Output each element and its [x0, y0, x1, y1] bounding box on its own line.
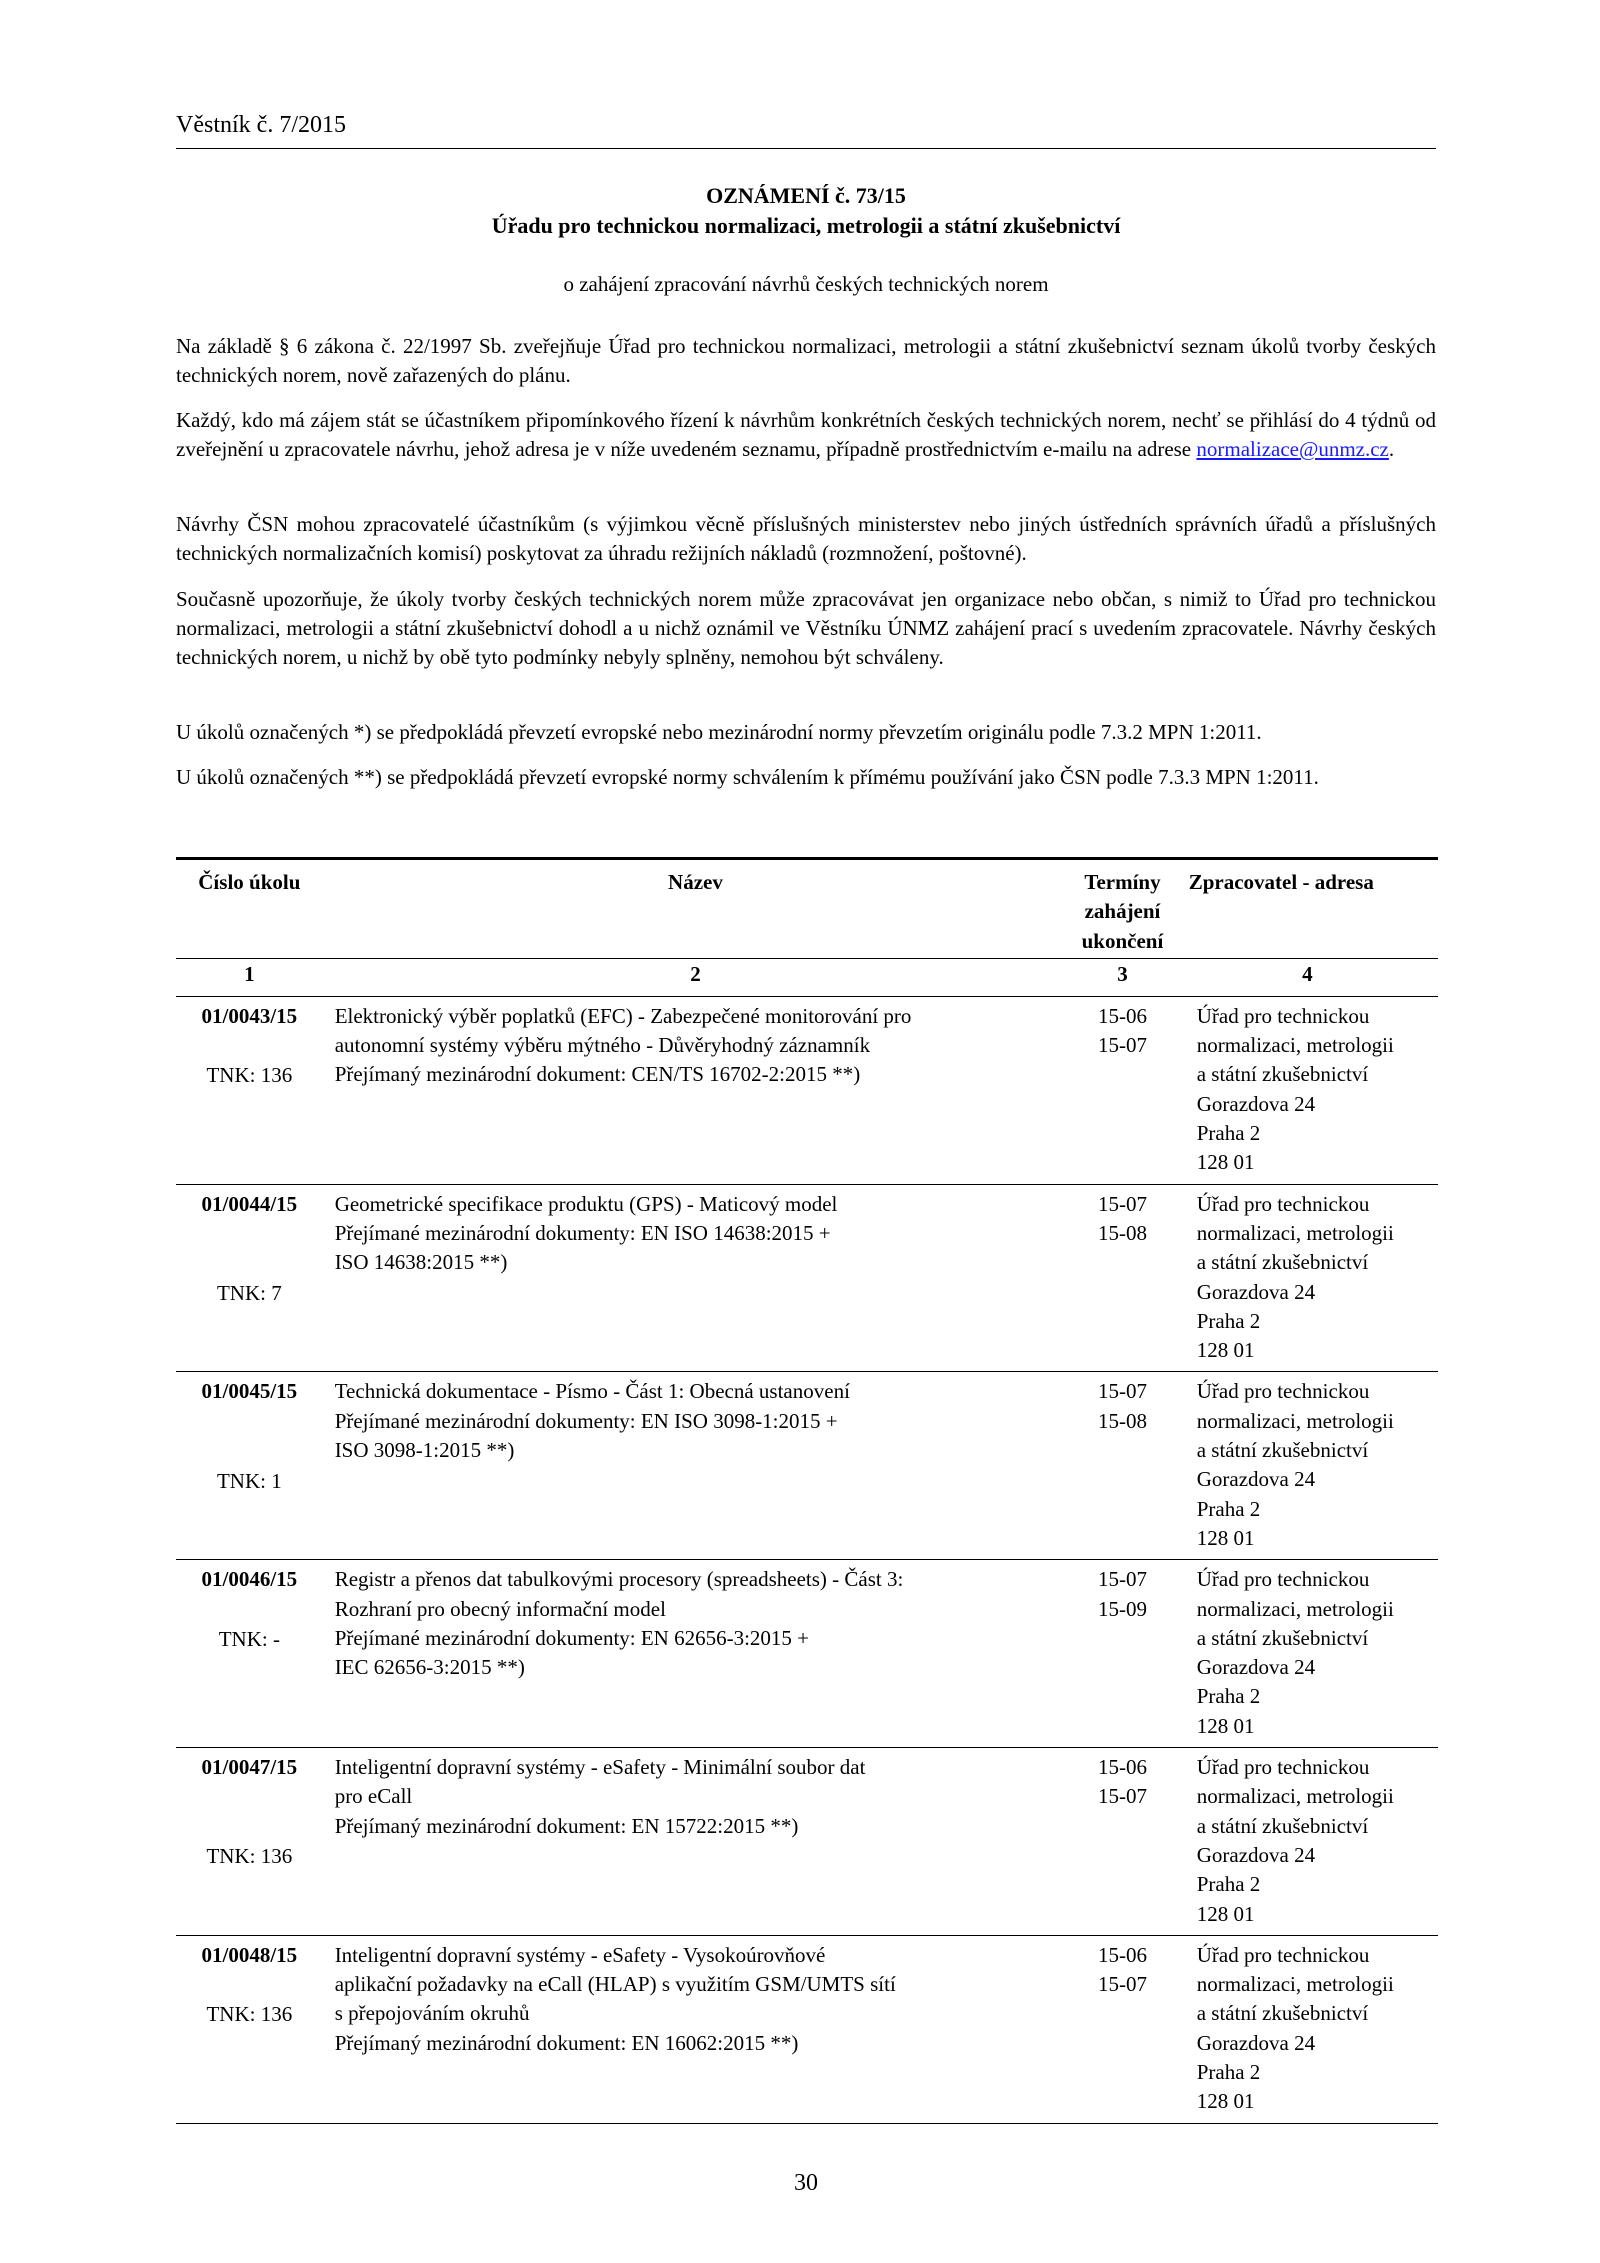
task-end-date: 15-07: [1097, 1784, 1147, 1809]
task-title-line: Registr a přenos dat tabulkovými procesory (spreadsheets) - Část 3:: [334, 1567, 904, 1592]
address-line: 128 01: [1196, 1901, 1255, 1926]
task-title-line: Inteligentní dopravní systémy - eSafety - Minimální soubor dat: [334, 1755, 866, 1780]
column-number: 3: [1068, 958, 1177, 996]
paragraph-conditions: Současně upozorňuje, že úkoly tvorby českých technických norem může zpracovávat jen organizace nebo občan, s nimiž to Úřad pro technickou normalizaci, metrologii a státní zkušebnictví dohodl a u nichž oznámil ve Věstníku ÚNMZ zahájení prací s uvedením zpracovatele. Návrhy českých technických norem, u nichž by obě tyto podmínky nebyly splněny, nemohou být schváleny.: [176, 587, 1436, 669]
address-line: normalizaci, metrologii: [1196, 1596, 1394, 1621]
task-title-line: Přejímané mezinárodní dokumenty: EN ISO 3098-1:2015 +: [334, 1408, 838, 1433]
address-line: Praha 2: [1196, 2059, 1261, 2084]
task-title-cell: [323, 1748, 1069, 1936]
task-end-date: 15-09: [1097, 1596, 1147, 1621]
table-header-row: [176, 859, 1438, 959]
processor-address-cell: [1177, 1372, 1438, 1560]
task-number: 01/0045/15: [201, 1379, 298, 1404]
address-line: normalizaci, metrologii: [1196, 1972, 1394, 1997]
address-line: 128 01: [1196, 1338, 1255, 1363]
tnk-committee: TNK: 136: [206, 1063, 293, 1088]
task-dates-cell: [1068, 1748, 1177, 1936]
task-title-cell: [323, 1560, 1069, 1748]
table-row: [176, 1748, 1438, 1936]
task-title-cell: [323, 1372, 1069, 1560]
task-title-line: s přepojováním okruhů: [334, 2001, 530, 2026]
address-line: Praha 2: [1196, 1684, 1261, 1709]
header-processor: Zpracovatel - adresa: [1177, 859, 1438, 959]
tnk-committee: TNK: -: [218, 1626, 280, 1651]
address-line: Gorazdova 24: [1196, 1091, 1316, 1116]
task-start-date: 15-06: [1097, 1942, 1147, 1967]
task-id-cell: [176, 1372, 323, 1560]
task-title-line: ISO 3098-1:2015 **): [334, 1438, 515, 1463]
task-title-line: Inteligentní dopravní systémy - eSafety - Vysokoúrovňové: [334, 1942, 826, 1967]
task-dates-cell: [1068, 996, 1177, 1184]
address-line: a státní zkušebnictví: [1196, 1438, 1369, 1463]
address-line: normalizaci, metrologii: [1196, 1408, 1394, 1433]
address-line: 128 01: [1196, 1150, 1255, 1175]
tasks-table: [176, 857, 1438, 2124]
address-line: Úřad pro technickou: [1196, 1942, 1370, 1967]
address-line: Praha 2: [1196, 1121, 1261, 1146]
address-line: normalizaci, metrologii: [1196, 1784, 1394, 1809]
task-start-date: 15-06: [1097, 1755, 1147, 1780]
task-title-line: Přejímaný mezinárodní dokument: CEN/TS 16702-2:2015 **): [334, 1062, 861, 1087]
task-start-date: 15-06: [1097, 1003, 1147, 1028]
paragraph-fees: Návrhy ČSN mohou zpracovatelé účastníkům (s výjimkou věcně příslušných ministerstev nebo jiných ústředních správních úřadů a příslušných technických normalizačních komisí) poskytovat za úhradu režijních nákladů (rozmnožení, poštovné).: [176, 512, 1436, 565]
task-end-date: 15-07: [1097, 1033, 1147, 1058]
address-line: Praha 2: [1196, 1308, 1261, 1333]
paragraph-note-single-star: U úkolů označených *) se předpokládá převzetí evropské nebo mezinárodní normy převzetím originálu podle 7.3.2 MPN 1:2011.: [176, 720, 1262, 744]
header-dates-label: Termíny: [1084, 870, 1161, 894]
task-number: 01/0046/15: [201, 1567, 298, 1592]
paragraph-participation: [176, 406, 1436, 464]
task-start-date: 15-07: [1097, 1191, 1147, 1216]
address-line: Úřad pro technickou: [1196, 1003, 1370, 1028]
task-title-line: autonomní systémy výběru mýtného - Důvěryhodný záznamník: [334, 1033, 871, 1058]
address-line: Úřad pro technickou: [1196, 1191, 1370, 1216]
paragraph-participation-end: .: [1388, 437, 1395, 461]
processor-address-cell: [1177, 1560, 1438, 1748]
task-start-date: 15-07: [1097, 1567, 1147, 1592]
task-start-date: 15-07: [1097, 1379, 1147, 1404]
tnk-committee: TNK: 136: [206, 1844, 293, 1869]
task-title-cell: [323, 996, 1069, 1184]
table-row: [176, 1935, 1438, 2123]
task-id-cell: [176, 1184, 323, 1372]
task-title-cell: [323, 1935, 1069, 2123]
table-row: [176, 1372, 1438, 1560]
address-line: a státní zkušebnictví: [1196, 1813, 1369, 1838]
task-dates-cell: [1068, 1935, 1177, 2123]
task-id-cell: [176, 1560, 323, 1748]
address-line: 128 01: [1196, 2089, 1255, 2114]
notice-subject: o zahájení zpracování návrhů českých technických norem: [563, 272, 1049, 296]
header-dates-start: zahájení: [1084, 899, 1161, 924]
table-row: [176, 1184, 1438, 1372]
task-end-date: 15-08: [1097, 1408, 1147, 1433]
address-line: Praha 2: [1196, 1872, 1261, 1897]
paragraph-participation-text: Každý, kdo má zájem stát se účastníkem připomínkového řízení k návrhům konkrétních českých technických norem, nechť se přihlásí do 4 týdnů od zveřejnění u zpracovatele návrhu, jehož adresa je v níže uvedeném seznamu, případně prostřednictvím e-mailu na adrese: [176, 408, 1436, 461]
task-title-line: Přejímaný mezinárodní dokument: EN 16062:2015 **): [334, 2030, 799, 2055]
task-title-line: Přejímané mezinárodní dokumenty: EN ISO 14638:2015 +: [334, 1220, 831, 1245]
header-task-number: Číslo úkolu: [176, 859, 323, 959]
table-row: [176, 1560, 1438, 1748]
paragraph-legal-basis: Na základě § 6 zákona č. 22/1997 Sb. zveřejňuje Úřad pro technickou normalizaci, metrologii a státní zkušebnictví seznam úkolů tvorby českých technických norem, nově zařazených do plánu.: [176, 334, 1436, 387]
address-line: Gorazdova 24: [1196, 1467, 1316, 1492]
page-header: [176, 112, 1436, 149]
tnk-committee: TNK: 1: [216, 1468, 282, 1493]
address-line: Úřad pro technickou: [1196, 1567, 1370, 1592]
task-title-line: Přejímaný mezinárodní dokument: EN 15722:2015 **): [334, 1813, 799, 1838]
address-line: Úřad pro technickou: [1196, 1379, 1370, 1404]
address-line: a státní zkušebnictví: [1196, 1250, 1369, 1275]
processor-address-cell: [1177, 1184, 1438, 1372]
address-line: Praha 2: [1196, 1496, 1261, 1521]
journal-issue: Věstník č. 7/2015: [176, 112, 346, 138]
header-title: Název: [323, 859, 1069, 959]
processor-address-cell: [1177, 1935, 1438, 2123]
task-dates-cell: [1068, 1372, 1177, 1560]
task-number: 01/0044/15: [201, 1191, 298, 1216]
address-line: 128 01: [1196, 1525, 1255, 1550]
address-line: normalizaci, metrologii: [1196, 1220, 1394, 1245]
task-title-line: ISO 14638:2015 **): [334, 1250, 508, 1275]
address-line: a státní zkušebnictví: [1196, 2001, 1369, 2026]
column-number: 4: [1177, 958, 1438, 996]
task-number: 01/0047/15: [201, 1755, 298, 1780]
task-id-cell: [176, 1748, 323, 1936]
notice-title: OZNÁMENÍ č. 73/15: [706, 183, 906, 208]
task-title-line: Přejímané mezinárodní dokumenty: EN 62656-3:2015 +: [334, 1625, 810, 1650]
address-line: Gorazdova 24: [1196, 1655, 1316, 1680]
address-line: Gorazdova 24: [1196, 1279, 1316, 1304]
task-title-line: aplikační požadavky na eCall (HLAP) s využitím GSM/UMTS sítí: [334, 1972, 896, 1997]
tnk-committee: TNK: 136: [206, 2002, 293, 2027]
address-line: Gorazdova 24: [1196, 2030, 1316, 2055]
task-dates-cell: [1068, 1560, 1177, 1748]
notice-issuer: Úřadu pro technickou normalizaci, metrologii a státní zkušebnictví: [491, 213, 1121, 238]
paragraph-note-double-star: U úkolů označených **) se předpokládá převzetí evropské normy schválením k přímému používání jako ČSN podle 7.3.3 MPN 1:2011.: [176, 765, 1319, 789]
address-line: normalizaci, metrologii: [1196, 1033, 1394, 1058]
processor-address-cell: [1177, 1748, 1438, 1936]
task-title-line: Rozhraní pro obecný informační model: [334, 1596, 666, 1621]
task-end-date: 15-07: [1097, 1972, 1147, 1997]
task-title-line: pro eCall: [334, 1784, 413, 1809]
table-row: [176, 996, 1438, 1184]
task-title-line: IEC 62656-3:2015 **): [334, 1655, 525, 1680]
task-title-line: Technická dokumentace - Písmo - Část 1: Obecná ustanovení: [334, 1379, 850, 1404]
header-dates: [1068, 859, 1177, 959]
task-title-cell: [323, 1184, 1069, 1372]
column-number: 1: [176, 958, 323, 996]
task-title-line: Geometrické specifikace produktu (GPS) - Maticový model: [334, 1191, 838, 1216]
header-dates-end: ukončení: [1081, 928, 1164, 953]
column-number-row: [176, 958, 1438, 996]
address-line: Úřad pro technickou: [1196, 1755, 1370, 1780]
task-id-cell: [176, 1935, 323, 2123]
tnk-committee: TNK: 7: [216, 1280, 282, 1305]
task-end-date: 15-08: [1097, 1220, 1147, 1245]
address-line: a státní zkušebnictví: [1196, 1062, 1369, 1087]
address-line: a státní zkušebnictví: [1196, 1625, 1369, 1650]
column-number: 2: [323, 958, 1069, 996]
task-dates-cell: [1068, 1184, 1177, 1372]
page-number: 30: [794, 2170, 818, 2196]
address-line: 128 01: [1196, 1713, 1255, 1738]
email-link[interactable]: normalizace@unmz.cz: [1196, 437, 1389, 461]
task-number: 01/0048/15: [201, 1942, 298, 1967]
address-line: Gorazdova 24: [1196, 1842, 1316, 1867]
processor-address-cell: [1177, 996, 1438, 1184]
task-title-line: Elektronický výběr poplatků (EFC) - Zabezpečené monitorování pro: [334, 1003, 912, 1028]
task-id-cell: [176, 996, 323, 1184]
task-number: 01/0043/15: [201, 1003, 298, 1028]
